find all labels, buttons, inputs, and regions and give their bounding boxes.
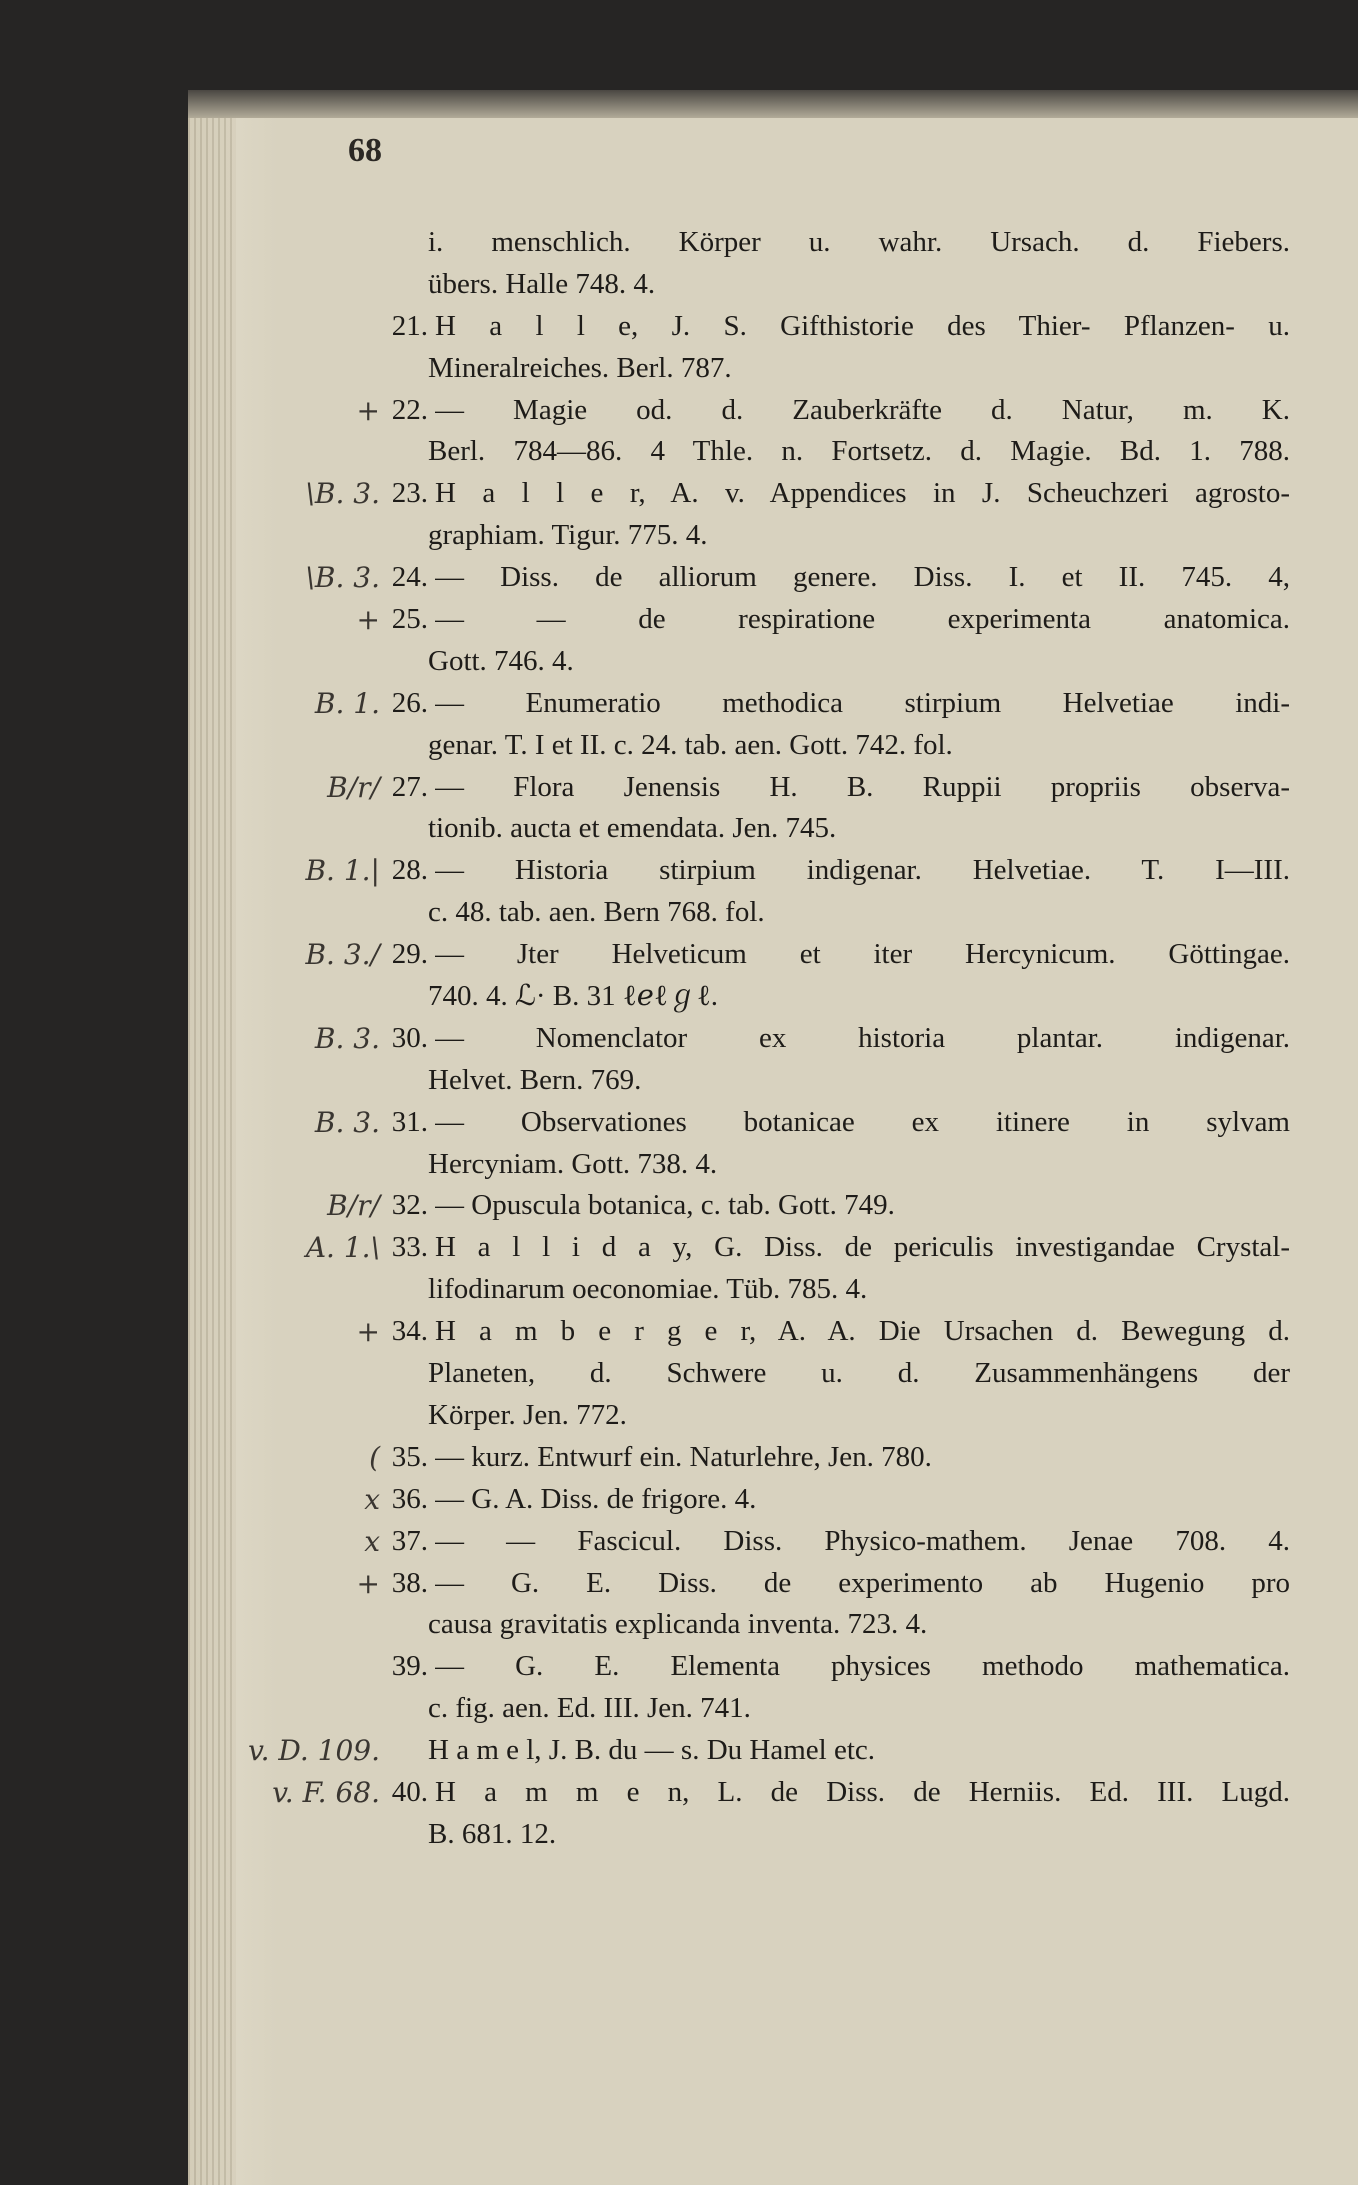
entry-number: 34. xyxy=(391,1315,428,1348)
text-line xyxy=(230,725,1300,767)
entry-number: 35. xyxy=(391,1440,428,1473)
text-line xyxy=(230,1604,1300,1646)
entry-number: 29. xyxy=(391,938,428,971)
text-line xyxy=(230,599,1300,641)
entry-number: 31. xyxy=(391,1105,428,1138)
entry-text: — Diss. de alliorum genere. Diss. I. et II. 745. 4, xyxy=(435,561,1290,594)
entry-text: — Magie od. d. Zauberkräfte d. Natur, m. K. xyxy=(435,393,1290,426)
handwritten-annotation: x xyxy=(364,1524,380,1558)
entry-text: c. fig. aen. Ed. III. Jen. 741. xyxy=(428,1692,751,1725)
entry-text: — — Fascicul. Diss. Physico-mathem. Jenae 708. 4. xyxy=(435,1524,1290,1557)
entry-number: 22. xyxy=(391,393,428,426)
text-line xyxy=(230,1437,1300,1479)
bibliography-list xyxy=(230,222,1300,1856)
text-line xyxy=(230,1144,1300,1186)
text-line xyxy=(230,348,1300,390)
entry-text: H a m b e r g e r, A. A. Die Ursachen d. Bewegung d. xyxy=(435,1315,1290,1348)
handwritten-annotation: B. 3./ xyxy=(305,938,380,972)
text-line xyxy=(230,515,1300,557)
page-top-edge xyxy=(188,90,1358,120)
text-line xyxy=(230,850,1300,892)
text-line xyxy=(230,1814,1300,1856)
entry-number: 39. xyxy=(391,1650,428,1683)
entry-text: Mineralreiches. Berl. 787. xyxy=(428,351,732,384)
text-line xyxy=(230,1479,1300,1521)
text-line xyxy=(230,1185,1300,1227)
entry-text: — Observationes botanicae ex itinere in sylvam xyxy=(435,1105,1290,1138)
page-number: 68 xyxy=(348,132,382,169)
handwritten-annotation: B. 1. xyxy=(314,686,380,720)
text-line xyxy=(230,1688,1300,1730)
entry-text: causa gravitatis explicanda inventa. 723. 4. xyxy=(428,1608,928,1641)
entry-text: — Nomenclator ex historia plantar. indigenar. xyxy=(435,1021,1290,1054)
entry-text: c. 48. tab. aen. Bern 768. fol. xyxy=(428,896,765,929)
handwritten-annotation: B. 1.| xyxy=(305,854,380,888)
entry-number: 21. xyxy=(391,309,428,342)
text-line xyxy=(230,1353,1300,1395)
entry-text: — Jter Helveticum et iter Hercynicum. Göttingae. xyxy=(435,938,1290,971)
handwritten-annotation: B/r/ xyxy=(327,1189,380,1223)
text-line xyxy=(230,264,1300,306)
entry-text: H a l l e, J. S. Gifthistorie des Thier- Pflanzen- u. xyxy=(435,309,1290,342)
entry-number: 32. xyxy=(391,1189,428,1222)
entry-text: — Opuscula botanica, c. tab. Gott. 749. xyxy=(435,1189,895,1222)
entry-number: 24. xyxy=(391,561,428,594)
handwritten-annotation: B/r/ xyxy=(327,770,380,804)
entry-number: 30. xyxy=(391,1021,428,1054)
entry-text: H a l l i d a y, G. Diss. de periculis investigandae Crystal- xyxy=(435,1231,1290,1264)
handwritten-annotation: \B. 3. xyxy=(305,477,380,511)
entry-text: 740. 4. ℒ· B. 31 ℓℯℓℊℓ. xyxy=(428,980,718,1013)
text-line xyxy=(230,1060,1300,1102)
text-line xyxy=(230,306,1300,348)
entry-text: — Historia stirpium indigenar. Helvetiae. T. I—III. xyxy=(435,854,1290,887)
text-line xyxy=(230,892,1300,934)
entry-text: Gott. 746. 4. xyxy=(428,644,574,677)
text-line xyxy=(230,1646,1300,1688)
entry-number: 28. xyxy=(391,854,428,887)
entry-text: — Enumeratio methodica stirpium Helvetiae indi- xyxy=(435,686,1290,719)
handwritten-annotation: + xyxy=(356,1315,380,1349)
entry-number: 40. xyxy=(391,1775,428,1808)
entry-text: Helvet. Bern. 769. xyxy=(428,1063,642,1096)
entry-text: H a l l e r, A. v. Appendices in J. Scheuchzeri agrosto- xyxy=(435,477,1290,510)
handwritten-annotation: + xyxy=(356,1566,380,1600)
text-line xyxy=(230,976,1300,1018)
text-line xyxy=(230,1018,1300,1060)
entry-text: — G. E. Elementa physices methodo mathematica. xyxy=(435,1650,1290,1683)
entry-text: Berl. 784—86. 4 Thle. n. Fortsetz. d. Magie. Bd. 1. 788. xyxy=(428,435,1290,468)
entry-text: graphiam. Tigur. 775. 4. xyxy=(428,519,708,552)
entry-text: B. 681. 12. xyxy=(428,1817,557,1850)
entry-number: 33. xyxy=(391,1231,428,1264)
entry-text: übers. Halle 748. 4. xyxy=(428,267,656,300)
handwritten-annotation: B. 3. xyxy=(314,1021,380,1055)
entry-text: — Flora Jenensis H. B. Ruppii propriis observa- xyxy=(435,770,1290,803)
entry-text: Planeten, d. Schwere u. d. Zusammenhängens der xyxy=(428,1357,1290,1390)
entry-number: 27. xyxy=(391,770,428,803)
handwritten-annotation: v. F. 68. xyxy=(272,1775,380,1809)
handwritten-annotation: \B. 3. xyxy=(305,561,380,595)
text-line xyxy=(230,808,1300,850)
handwritten-annotation: + xyxy=(356,393,380,427)
text-line xyxy=(230,1730,1300,1772)
entry-text: — — de respiratione experimenta anatomica. xyxy=(435,603,1290,636)
entry-number: 26. xyxy=(391,686,428,719)
text-line xyxy=(230,1395,1300,1437)
entry-number: 23. xyxy=(391,477,428,510)
text-line xyxy=(230,934,1300,976)
text-line xyxy=(230,767,1300,809)
entry-text: H a m m e n, L. de Diss. de Herniis. Ed. III. Lugd. xyxy=(435,1775,1290,1808)
text-line xyxy=(230,1269,1300,1311)
entry-text: — G. A. Diss. de frigore. 4. xyxy=(435,1482,757,1515)
text-line xyxy=(230,1521,1300,1563)
entry-number: 37. xyxy=(391,1524,428,1557)
text-line xyxy=(230,1102,1300,1144)
entry-text: tionib. aucta et emendata. Jen. 745. xyxy=(428,812,837,845)
text-line xyxy=(230,1311,1300,1353)
text-line xyxy=(230,1227,1300,1269)
handwritten-annotation: ( xyxy=(369,1440,380,1474)
text-line xyxy=(230,641,1300,683)
handwritten-annotation: A. 1.\ xyxy=(305,1231,380,1265)
entry-number: 38. xyxy=(391,1566,428,1599)
entry-text: — G. E. Diss. de experimento ab Hugenio pro xyxy=(435,1566,1290,1599)
text-line xyxy=(230,683,1300,725)
entry-text: genar. T. I et II. c. 24. tab. aen. Gott. 742. fol. xyxy=(428,728,953,761)
entry-text: i. menschlich. Körper u. wahr. Ursach. d. Fiebers. xyxy=(428,226,1290,258)
text-line xyxy=(230,473,1300,515)
text-line xyxy=(230,222,1300,264)
text-line xyxy=(230,390,1300,432)
text-line xyxy=(230,557,1300,599)
handwritten-annotation: v. D. 109. xyxy=(248,1734,380,1768)
entry-number: 36. xyxy=(391,1482,428,1515)
handwritten-annotation: + xyxy=(356,603,380,637)
page-stack-edges xyxy=(188,118,236,2185)
entry-text: Hercyniam. Gott. 738. 4. xyxy=(428,1147,718,1180)
text-line xyxy=(230,1563,1300,1605)
entry-text: H a m e l, J. B. du — s. Du Hamel etc. xyxy=(428,1734,876,1767)
handwritten-annotation: x xyxy=(364,1482,380,1516)
entry-text: lifodinarum oeconomiae. Tüb. 785. 4. xyxy=(428,1273,868,1306)
text-line xyxy=(230,1772,1300,1814)
text-line xyxy=(230,431,1300,473)
handwritten-annotation: B. 3. xyxy=(314,1105,380,1139)
entry-text: Körper. Jen. 772. xyxy=(428,1398,627,1431)
entry-number: 25. xyxy=(391,603,428,636)
entry-text: — kurz. Entwurf ein. Naturlehre, Jen. 780. xyxy=(435,1440,932,1473)
